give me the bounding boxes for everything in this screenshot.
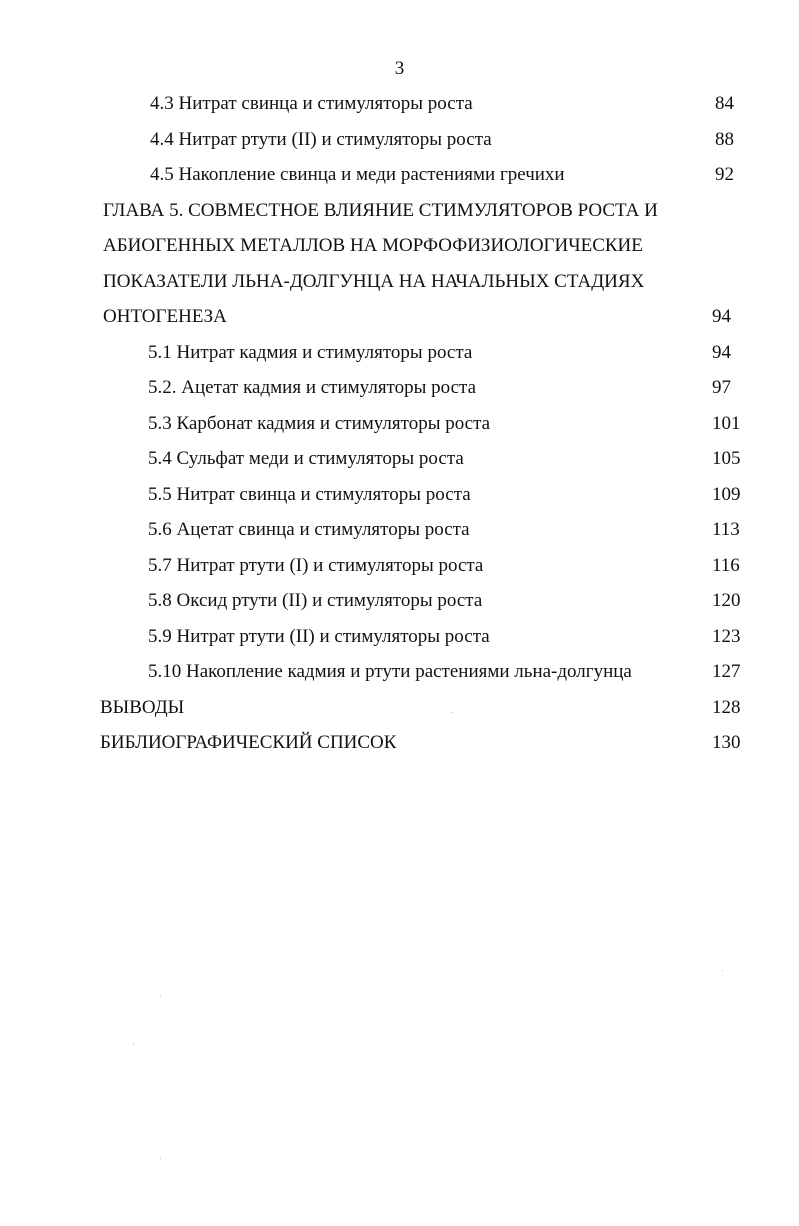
toc-entry-5-3 bbox=[0, 406, 799, 442]
toc-entry-page: 123 bbox=[712, 625, 741, 647]
toc-entry-5-6 bbox=[0, 512, 799, 548]
toc-entry-title: 5.3 Карбонат кадмия и стимуляторы роста bbox=[148, 412, 491, 434]
toc-entry-4-3 bbox=[0, 86, 799, 122]
toc-entry-title: 4.3 Нитрат свинца и стимуляторы роста bbox=[150, 93, 473, 114]
toc-entry-title: 5.4 Сульфат меди и стимуляторы роста bbox=[148, 448, 464, 469]
toc-entry-5-10 bbox=[0, 654, 799, 690]
toc-chapter-5-line-4 bbox=[0, 299, 799, 335]
toc-entry-page: 94 bbox=[712, 306, 731, 327]
toc-entry-5-1 bbox=[0, 335, 799, 371]
toc-chapter-title: АБИОГЕННЫХ МЕТАЛЛОВ НА МОРФОФИЗИОЛОГИЧЕСКИЕ bbox=[103, 235, 643, 256]
toc-entry-title: 4.4 Нитрат ртути (II) и стимуляторы роста bbox=[150, 128, 492, 150]
toc-entry-title: 5.8 Оксид ртути (II) и стимуляторы роста bbox=[148, 590, 483, 611]
scan-speck bbox=[160, 1158, 161, 1159]
toc-entry-page: 116 bbox=[712, 554, 740, 576]
toc-entry-title: 5.10 Накопление кадмия и ртути растениями льна-долгунца bbox=[148, 661, 632, 682]
toc-entry-5-7 bbox=[0, 548, 799, 584]
toc-entry-page: 130 bbox=[712, 732, 741, 753]
toc-entry-page: 101 bbox=[712, 412, 741, 434]
scan-speck bbox=[133, 1043, 134, 1044]
toc-chapter-5-line-3 bbox=[0, 264, 799, 300]
toc-entry-conclusions bbox=[0, 690, 799, 726]
toc-chapter-5-line-1 bbox=[0, 193, 799, 229]
toc-entry-title: ВЫВОДЫ bbox=[100, 696, 185, 718]
toc-entry-5-8 bbox=[0, 583, 799, 619]
toc-entry-page: 94 bbox=[712, 341, 731, 363]
toc-entry-title: 5.9 Нитрат ртути (II) и стимуляторы роста bbox=[148, 625, 490, 647]
scan-speck bbox=[722, 970, 723, 971]
toc-entry-4-5 bbox=[0, 157, 799, 193]
toc-entry-page: 97 bbox=[712, 377, 731, 398]
toc-entry-page: 120 bbox=[712, 590, 741, 611]
toc-entry-title: 5.6 Ацетат свинца и стимуляторы роста bbox=[148, 519, 470, 540]
toc-entry-5-4 bbox=[0, 441, 799, 477]
toc-entry-page: 92 bbox=[715, 164, 734, 185]
page-number: 3 bbox=[394, 58, 405, 79]
toc-entry-title: 5.5 Нитрат свинца и стимуляторы роста bbox=[148, 483, 471, 505]
toc-entry-5-5 bbox=[0, 477, 799, 513]
toc-entry-5-2 bbox=[0, 370, 799, 406]
scan-speck bbox=[160, 995, 161, 996]
table-of-contents bbox=[0, 86, 799, 761]
toc-entry-4-4 bbox=[0, 122, 799, 158]
toc-chapter-5-line-2 bbox=[0, 228, 799, 264]
toc-entry-page: 88 bbox=[715, 128, 734, 150]
toc-chapter-title: ОНТОГЕНЕЗА bbox=[103, 306, 227, 327]
toc-entry-title: 5.1 Нитрат кадмия и стимуляторы роста bbox=[148, 341, 473, 363]
toc-entry-page: 113 bbox=[712, 519, 740, 540]
toc-entry-page: 128 bbox=[712, 696, 741, 718]
toc-entry-5-9 bbox=[0, 619, 799, 655]
toc-entry-title: 5.2. Ацетат кадмия и стимуляторы роста bbox=[148, 377, 477, 398]
toc-entry-page: 105 bbox=[712, 448, 741, 469]
toc-entry-page: 127 bbox=[712, 661, 741, 682]
toc-entry-page: 109 bbox=[712, 483, 741, 505]
toc-entry-bibliography bbox=[0, 725, 799, 761]
toc-entry-title: 5.7 Нитрат ртути (I) и стимуляторы роста bbox=[148, 554, 484, 576]
scan-speck bbox=[452, 712, 453, 713]
toc-entry-page: 84 bbox=[715, 93, 734, 114]
toc-entry-title: БИБЛИОГРАФИЧЕСКИЙ СПИСОК bbox=[100, 732, 397, 753]
toc-entry-title: 4.5 Накопление свинца и меди растениями гречихи bbox=[150, 164, 565, 185]
toc-chapter-title: ГЛАВА 5. СОВМЕСТНОЕ ВЛИЯНИЕ СТИМУЛЯТОРОВ РОСТА И bbox=[103, 199, 658, 221]
toc-chapter-title: ПОКАЗАТЕЛИ ЛЬНА-ДОЛГУНЦА НА НАЧАЛЬНЫХ СТАДИЯХ bbox=[103, 270, 645, 292]
